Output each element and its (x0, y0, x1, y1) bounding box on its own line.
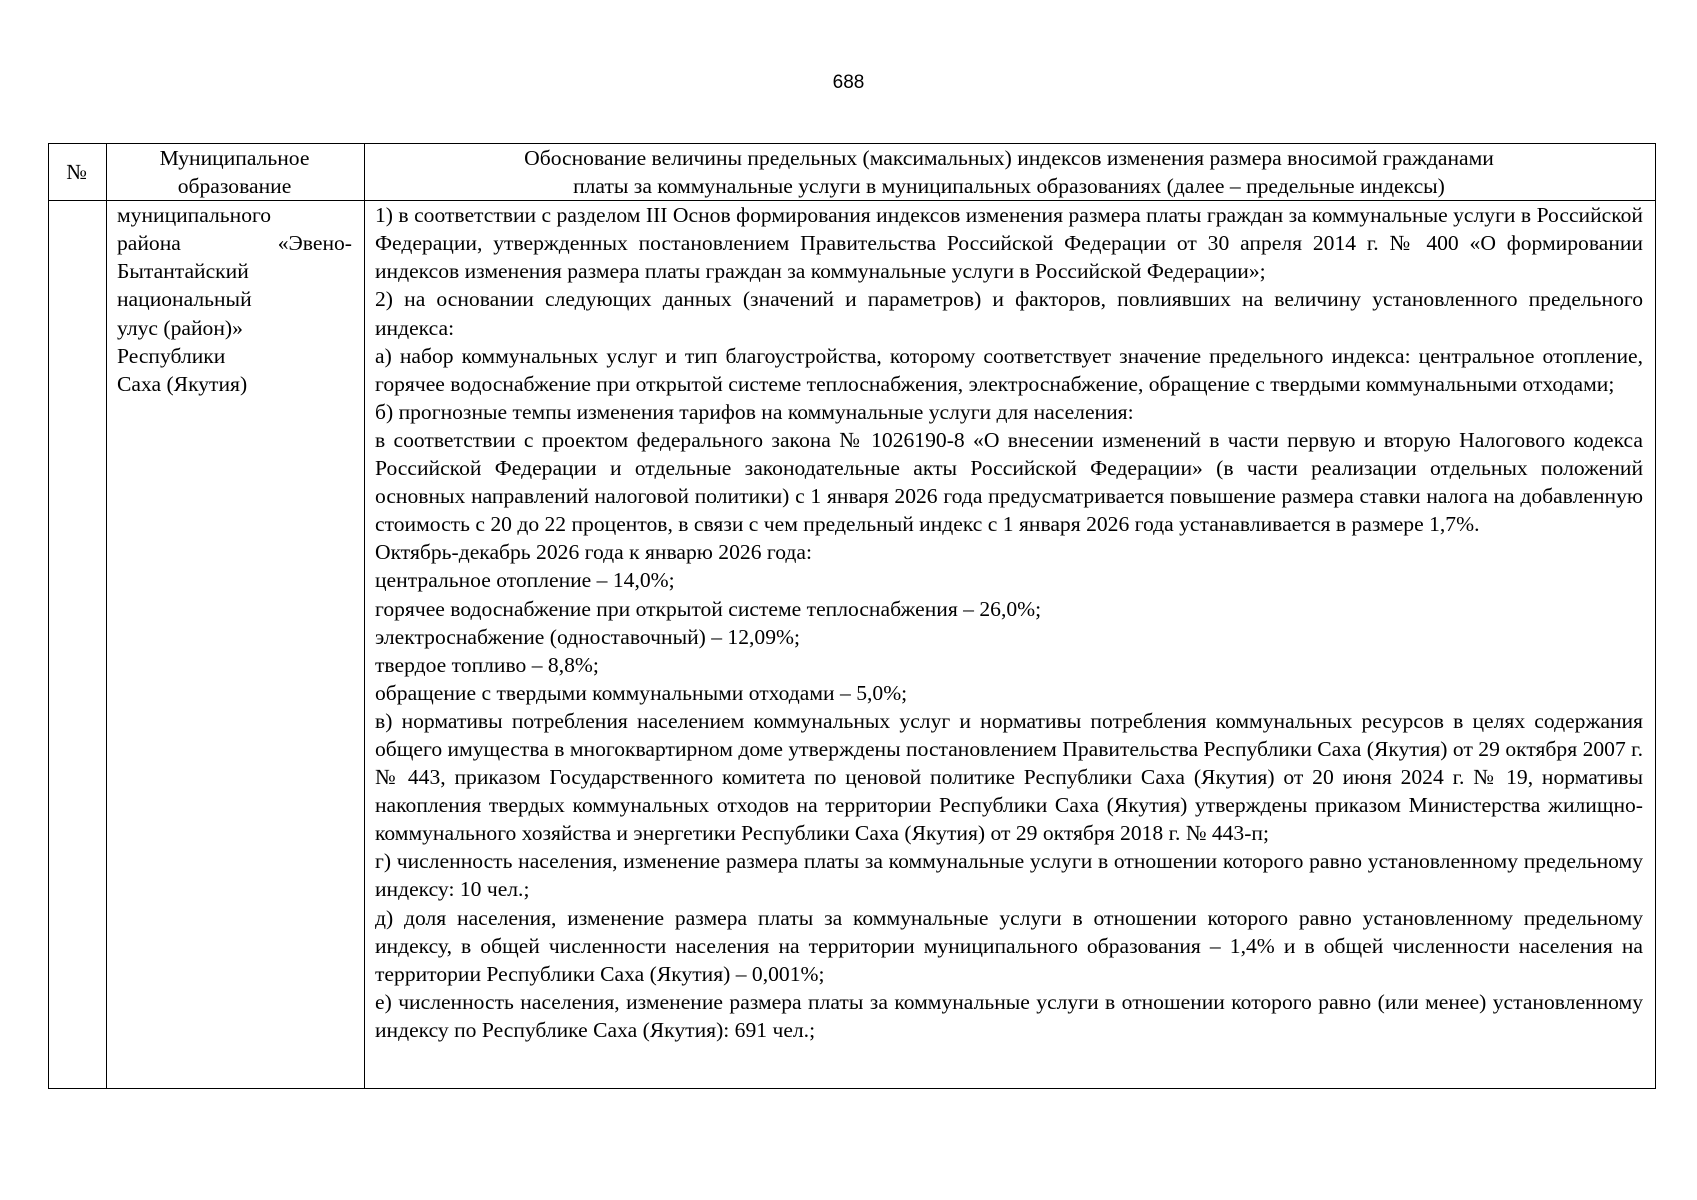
indices-table (48, 143, 1656, 1089)
paragraph-waste: обращение с твердыми коммунальными отходами – 5,0%; (375, 680, 908, 705)
paragraph-heating: центральное отопление – 14,0%; (375, 568, 675, 593)
municipality-cell (107, 201, 365, 1089)
paragraph-period: Октябрь-декабрь 2026 года к январю 2026 года: (375, 540, 812, 565)
paragraph-population-republic: е) численность населения, изменение размера платы за коммунальные услуги в отношении которого равно (или менее) установленному индексу по Республике Саха (Якутия): 691 чел.; (375, 989, 1643, 1042)
header-municipality-line-2: образование (177, 174, 292, 199)
header-municipality (107, 144, 365, 201)
municipality-line: улус (район)» (117, 315, 243, 340)
table-header-row (49, 144, 1656, 201)
paragraph-services-set: а) набор коммунальных услуг и тип благоустройства, которому соответствует значение предельного индекса: центральное отопление, горячее водоснабжение при открытой системе теплоснабжения, электроснабжение, обращение с твердыми коммунальными отходами; (375, 343, 1643, 396)
header-municipality-line-1: Муниципальное (159, 146, 310, 170)
paragraph-solid-fuel: твердое топливо – 8,8%; (375, 652, 599, 677)
page-number: 688 (832, 72, 865, 93)
municipality-line: национальный (117, 287, 252, 312)
municipality-line: муниципального (117, 203, 272, 228)
justification-cell (365, 201, 1656, 1089)
paragraph-electricity: электроснабжение (одноставочный) – 12,09%; (375, 624, 801, 649)
header-number: № (49, 144, 107, 201)
municipality-line: Республики (117, 343, 226, 368)
table-row (49, 201, 1656, 1089)
municipality-line: района «Эвено- (117, 231, 352, 256)
paragraph-tariff-forecast: б) прогнозные темпы изменения тарифов на коммунальные услуги для населения: (375, 399, 1134, 424)
paragraph-population-count: г) численность населения, изменение размера платы за коммунальные услуги в отношении которого равно установленному предельному индексу: 10 чел.; (375, 849, 1643, 902)
row-number-cell (49, 201, 107, 1089)
municipality-line: Саха (Якутия) (117, 371, 248, 396)
paragraph-hot-water: горячее водоснабжение при открытой системе теплоснабжения – 26,0%; (375, 596, 1042, 621)
paragraph-population-share: д) доля населения, изменение размера платы за коммунальные услуги в отношении которого равно установленному предельному индексу, в общей численности населения на территории муниципального образования – 1,4% и в общей численности населения на территории Республики Саха (Якутия) – 0,001%; (375, 905, 1643, 986)
paragraph-factors: 2) на основании следующих данных (значений и параметров) и факторов, повлиявших на величину установленного предельного индекса: (375, 287, 1643, 340)
paragraph-vat-change: в соответствии с проектом федерального закона № 1026190-8 «О внесении изменений в части первую и вторую Налогового кодекса Российской Федерации и отдельные законодательные акты Российской Федерации» (в части реализации отдельных положений основных направлений налоговой политики) с 1 января 2026 года предусматривается повышение размера ставки налога на добавленную стоимость с 20 до 22 процентов, в связи с чем предельный индекс с 1 января 2026 года устанавливается в размере 1,7%. (375, 427, 1643, 537)
municipality-line: Бытантайский (117, 259, 249, 284)
header-justification-line-2: платы за коммунальные услуги в муниципальных образованиях (далее – предельные индексы) (573, 174, 1445, 199)
paragraph-norms: в) нормативы потребления населением коммунальных услуг и нормативы потребления коммунальных ресурсов в целях содержания общего имущества в многоквартирном доме утверждены постановлением Правительства Республики Саха (Якутия) от 29 октября 2007 г. № 443, приказом Государственного комитета по ценовой политике Республики Саха (Якутия) от 20 июня 2024 г. № 19, нормативы накопления твердых коммунальных отходов на территории Республики Саха (Якутия) утверждены приказом Министерства жилищно-коммунального хозяйства и энергетики Республики Саха (Якутия) от 29 октября 2018 г. № 443-п; (375, 708, 1643, 846)
header-justification (365, 144, 1656, 201)
header-justification-line-1: Обоснование величины предельных (максимальных) индексов изменения размера вносимой гражданами (524, 146, 1494, 170)
paragraph-legal-basis: 1) в соответствии с разделом III Основ формирования индексов изменения размера платы граждан за коммунальные услуги в Российской Федерации, утвержденных постановлением Правительства Российской Федерации от 30 апреля 2014 г. № 400 «О формировании индексов изменения размера платы граждан за коммунальные услуги в Российской Федерации»; (375, 203, 1643, 284)
